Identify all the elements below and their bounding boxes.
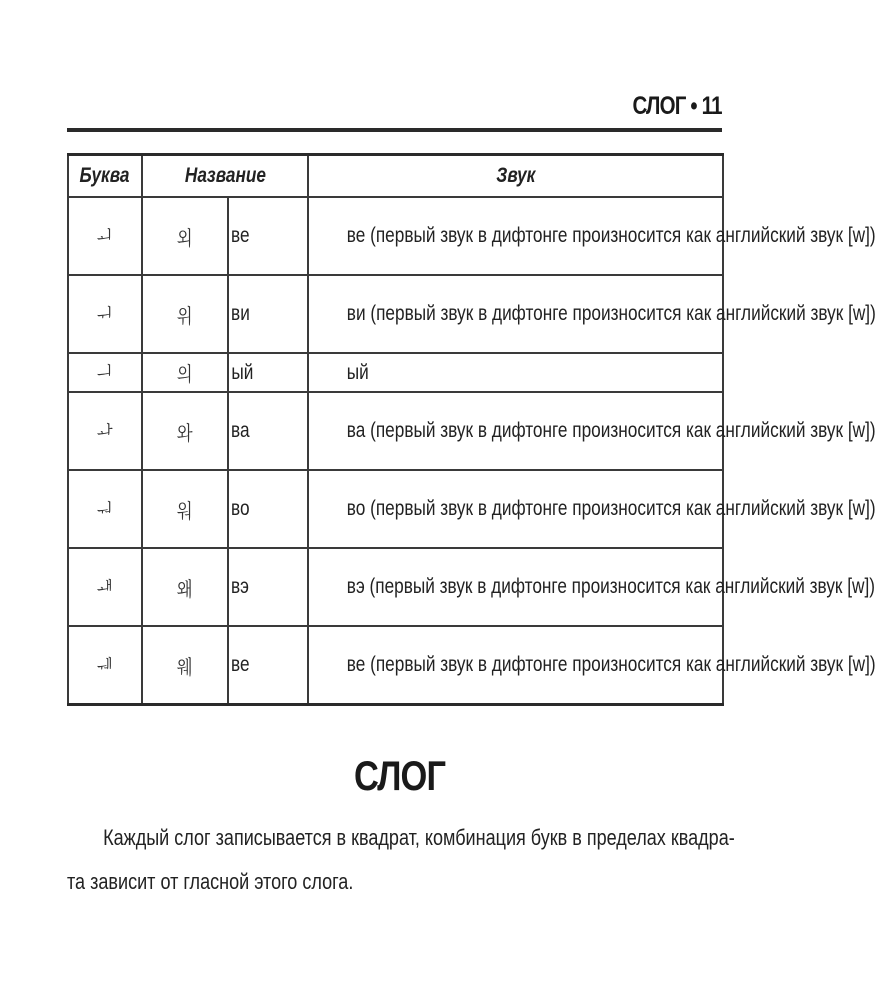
sound-cell: ви (первый звук в дифтонге произносится как английский звук [w]) (308, 275, 723, 353)
letter-cell: ᅬ (68, 197, 142, 275)
section-title: СЛОГ (354, 752, 446, 799)
sound-cell: ве (первый звук в дифтонге произносится как английский звук [w]) (308, 197, 723, 275)
body-paragraph (67, 816, 735, 904)
header-rule (67, 128, 722, 132)
header-letter: Буква (68, 155, 142, 198)
table-row (68, 275, 723, 353)
letter-cell: ᅰ (68, 626, 142, 705)
vowel-table (67, 153, 876, 706)
sound-cell: ва (первый звук в дифтонге произносится как английский звук [w]) (308, 392, 723, 470)
russian-name-cell: ва (228, 392, 308, 470)
russian-name-cell: ви (228, 275, 308, 353)
sound-cell: вэ (первый звук в дифтонге произносится как английский звук [w]) (308, 548, 723, 626)
table-row (68, 197, 723, 275)
letter-cell: ᅴ (68, 353, 142, 392)
russian-name-cell: ве (228, 626, 308, 705)
paragraph-line: та зависит от гласной этого слога. (67, 869, 354, 894)
korean-name-cell: 왜 (142, 548, 228, 626)
table-row (68, 548, 723, 626)
letter-cell: ᅱ (68, 275, 142, 353)
table-header-row (68, 155, 723, 198)
paragraph-line: Каждый слог записывается в квадрат, комбинация букв в пределах квадра- (103, 825, 735, 850)
russian-name-cell: ве (228, 197, 308, 275)
korean-name-cell: 외 (142, 197, 228, 275)
korean-name-cell: 위 (142, 275, 228, 353)
russian-name-cell: ый (228, 353, 308, 392)
header-name: Название (142, 155, 308, 198)
sound-cell: ве (первый звук в дифтонге произносится как английский звук [w]) (308, 626, 723, 705)
letter-cell: ᅯ (68, 470, 142, 548)
korean-name-cell: 워 (142, 470, 228, 548)
letter-cell: ᅫ (68, 548, 142, 626)
russian-name-cell: вэ (228, 548, 308, 626)
sound-cell: ый (308, 353, 723, 392)
table-row (68, 626, 723, 705)
russian-name-cell: во (228, 470, 308, 548)
running-head: СЛОГ • 11 (632, 92, 722, 120)
korean-name-cell: 의 (142, 353, 228, 392)
table-row (68, 392, 723, 470)
table-row (68, 470, 723, 548)
sound-cell: во (первый звук в дифтонге произносится как английский звук [w]) (308, 470, 723, 548)
korean-name-cell: 웨 (142, 626, 228, 705)
table-row (68, 353, 723, 392)
korean-name-cell: 와 (142, 392, 228, 470)
letter-cell: ᅪ (68, 392, 142, 470)
header-sound: Звук (308, 155, 723, 198)
